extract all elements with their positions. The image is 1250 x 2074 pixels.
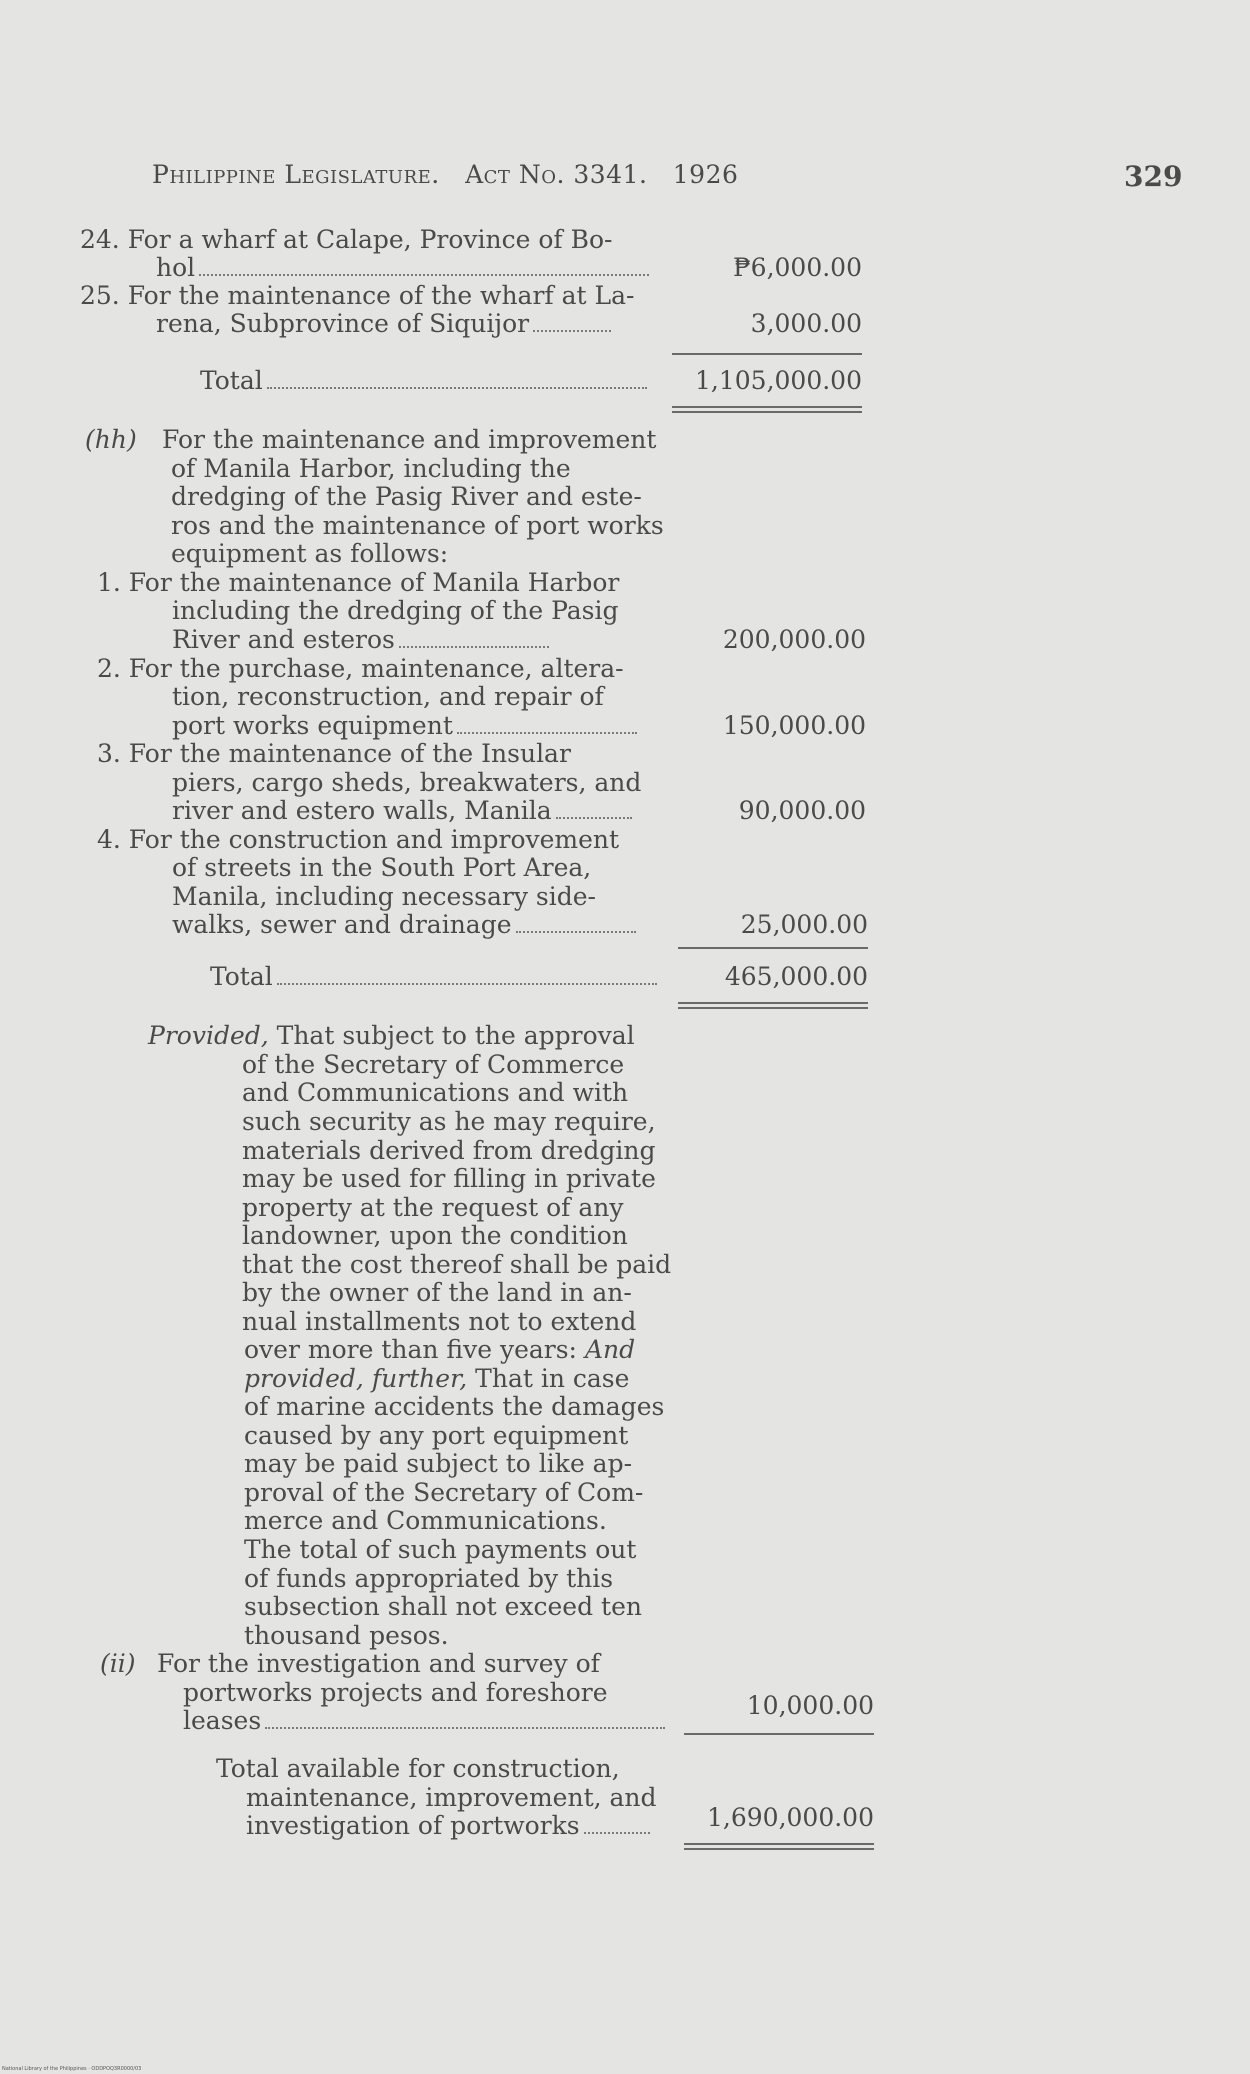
leader-dots xyxy=(516,930,636,933)
item-24-line-2 xyxy=(156,254,649,283)
proviso-line-12-text: over more than five years: xyxy=(244,1335,585,1364)
proviso-line-17: proval of the Secretary of Com- xyxy=(244,1478,644,1507)
grand-total-amount: 1,690,000.00 xyxy=(707,1803,874,1832)
proviso-line-4: such security as he may require, xyxy=(242,1107,656,1136)
grand-total-line-3 xyxy=(246,1812,650,1841)
hh-item-4-line-3: Manila, including necessary side- xyxy=(172,882,596,911)
hh-item-4-text: walks, sewer and drainage xyxy=(172,910,512,939)
total-1-label xyxy=(200,367,647,396)
grand-total-double-rule xyxy=(684,1843,874,1850)
total-double-rule xyxy=(678,1002,868,1009)
item-24-text: hol xyxy=(156,253,196,282)
hh-item-2-line-3 xyxy=(172,712,637,741)
total-1-amount: 1,105,000.00 xyxy=(695,366,862,395)
page-number: 329 xyxy=(1124,160,1183,193)
hh-line-4: ros and the maintenance of port works xyxy=(171,511,664,540)
hh-item-3-line-1: 3. For the maintenance of the Insular xyxy=(97,739,571,768)
proviso-line-13 xyxy=(244,1365,629,1394)
total-double-rule xyxy=(672,406,862,413)
hh-mark: (hh) xyxy=(85,425,137,454)
hh-total-amount: 465,000.00 xyxy=(724,962,868,991)
header-year: 1926 xyxy=(672,160,739,189)
item-25-amount: 3,000.00 xyxy=(750,309,862,338)
proviso-line-20: of funds appropriated by this xyxy=(244,1564,614,1593)
item-24-amount: ₱6,000.00 xyxy=(733,253,862,282)
leader-dots xyxy=(533,329,611,332)
total-1-text: Total xyxy=(200,366,263,395)
proviso-line-2: of the Secretary of Commerce xyxy=(242,1050,625,1079)
subtotal-rule xyxy=(684,1733,874,1735)
proviso-line-18: merce and Communications. xyxy=(244,1506,607,1535)
proviso-line-11: nual installments not to extend xyxy=(242,1307,637,1336)
proviso-line-3: and Communications and with xyxy=(242,1078,629,1107)
hh-line-5: equipment as follows: xyxy=(171,539,449,568)
leader-dots xyxy=(199,273,649,276)
hh-total-text: Total xyxy=(210,962,273,991)
leader-dots xyxy=(267,386,647,389)
hh-item-4-amount: 25,000.00 xyxy=(740,910,868,939)
proviso-line-6: may be used for filling in private xyxy=(242,1164,656,1193)
running-header xyxy=(152,160,738,189)
leader-dots xyxy=(556,816,632,819)
hh-item-2-amount: 150,000.00 xyxy=(722,711,866,740)
proviso-line-7: property at the request of any xyxy=(242,1193,624,1222)
hh-item-3-text: river and estero walls, Manila xyxy=(172,796,552,825)
proviso-line-15: caused by any port equipment xyxy=(244,1421,629,1450)
proviso-line-14: of marine accidents the damages xyxy=(244,1392,665,1421)
hh-item-1-text: River and esteros xyxy=(172,625,395,654)
hh-item-2-line-2: tion, reconstruction, and repair of xyxy=(172,682,604,711)
proviso-line-12 xyxy=(244,1336,635,1365)
leader-dots xyxy=(584,1831,650,1834)
hh-item-1-amount: 200,000.00 xyxy=(722,625,866,654)
leader-dots xyxy=(277,982,657,985)
hh-item-2-line-1: 2. For the purchase, maintenance, altera- xyxy=(97,654,624,683)
proviso-line-10: by the owner of the land in an- xyxy=(242,1278,632,1307)
hh-item-4-line-1: 4. For the construction and improvement xyxy=(97,825,620,854)
hh-item-3-line-2: piers, cargo sheds, breakwaters, and xyxy=(172,768,642,797)
hh-line-2: of Manila Harbor, including the xyxy=(171,454,571,483)
grand-total-line-2: maintenance, improvement, and xyxy=(246,1783,657,1812)
leader-dots xyxy=(265,1726,665,1729)
proviso-line-1 xyxy=(148,1022,635,1051)
leader-dots xyxy=(457,731,637,734)
hh-item-3-amount: 90,000.00 xyxy=(738,796,866,825)
proviso-line-5: materials derived from dredging xyxy=(242,1136,656,1165)
ii-text: leases xyxy=(183,1706,262,1735)
subtotal-rule xyxy=(672,353,862,355)
proviso-line-13-text: That in case xyxy=(467,1364,630,1393)
proviso-provided: Provided, xyxy=(148,1021,269,1050)
header-title: Philippine Legislature. xyxy=(152,160,440,189)
item-24-line-1: 24. For a wharf at Calape, Province of Bo- xyxy=(80,225,613,254)
proviso-line-21: subsection shall not exceed ten xyxy=(244,1592,642,1621)
hh-item-2-text: port works equipment xyxy=(172,711,453,740)
item-25-line-1: 25. For the maintenance of the wharf at La- xyxy=(80,281,635,310)
hh-item-1-line-1: 1. For the maintenance of Manila Harbor xyxy=(97,568,620,597)
ii-line-2: portworks projects and foreshore xyxy=(183,1678,608,1707)
proviso-line-19: The total of such payments out xyxy=(244,1535,637,1564)
proviso-line-16: may be paid subject to like ap- xyxy=(244,1449,633,1478)
subtotal-rule xyxy=(678,947,868,949)
hh-total-label xyxy=(210,963,657,992)
hh-item-1-line-2: including the dredging of the Pasig xyxy=(172,596,619,625)
hh-item-3-line-3 xyxy=(172,797,632,826)
ii-line-1: For the investigation and survey of xyxy=(157,1649,600,1678)
item-25-line-2 xyxy=(156,310,611,339)
hh-line-3: dredging of the Pasig River and este- xyxy=(171,482,642,511)
scan-footer: National Library of the Philippines · ODDPOQ3R0000/03 xyxy=(2,2066,142,2072)
ii-line-3 xyxy=(183,1707,665,1736)
hh-line-1: For the maintenance and improvement xyxy=(162,425,657,454)
grand-total-text: investigation of portworks xyxy=(246,1811,580,1840)
proviso-line-9: that the cost thereof shall be paid xyxy=(242,1250,672,1279)
item-25-text: rena, Subprovince of Siquijor xyxy=(156,309,530,338)
proviso-first-rest: That subject to the approval xyxy=(268,1021,635,1050)
leader-dots xyxy=(399,645,549,648)
header-act: Act No. 3341. xyxy=(465,160,648,189)
ii-amount: 10,000.00 xyxy=(746,1691,874,1720)
ii-mark: (ii) xyxy=(100,1649,136,1678)
proviso-and-italic: And xyxy=(584,1335,636,1364)
proviso-line-22: thousand pesos. xyxy=(244,1621,449,1650)
hh-item-1-line-3 xyxy=(172,626,549,655)
proviso-further-italic: provided, further, xyxy=(244,1364,468,1393)
hh-item-4-line-2: of streets in the South Port Area, xyxy=(172,853,592,882)
grand-total-line-1: Total available for construction, xyxy=(216,1754,620,1783)
proviso-line-8: landowner, upon the condition xyxy=(242,1221,628,1250)
hh-item-4-line-4 xyxy=(172,911,636,940)
